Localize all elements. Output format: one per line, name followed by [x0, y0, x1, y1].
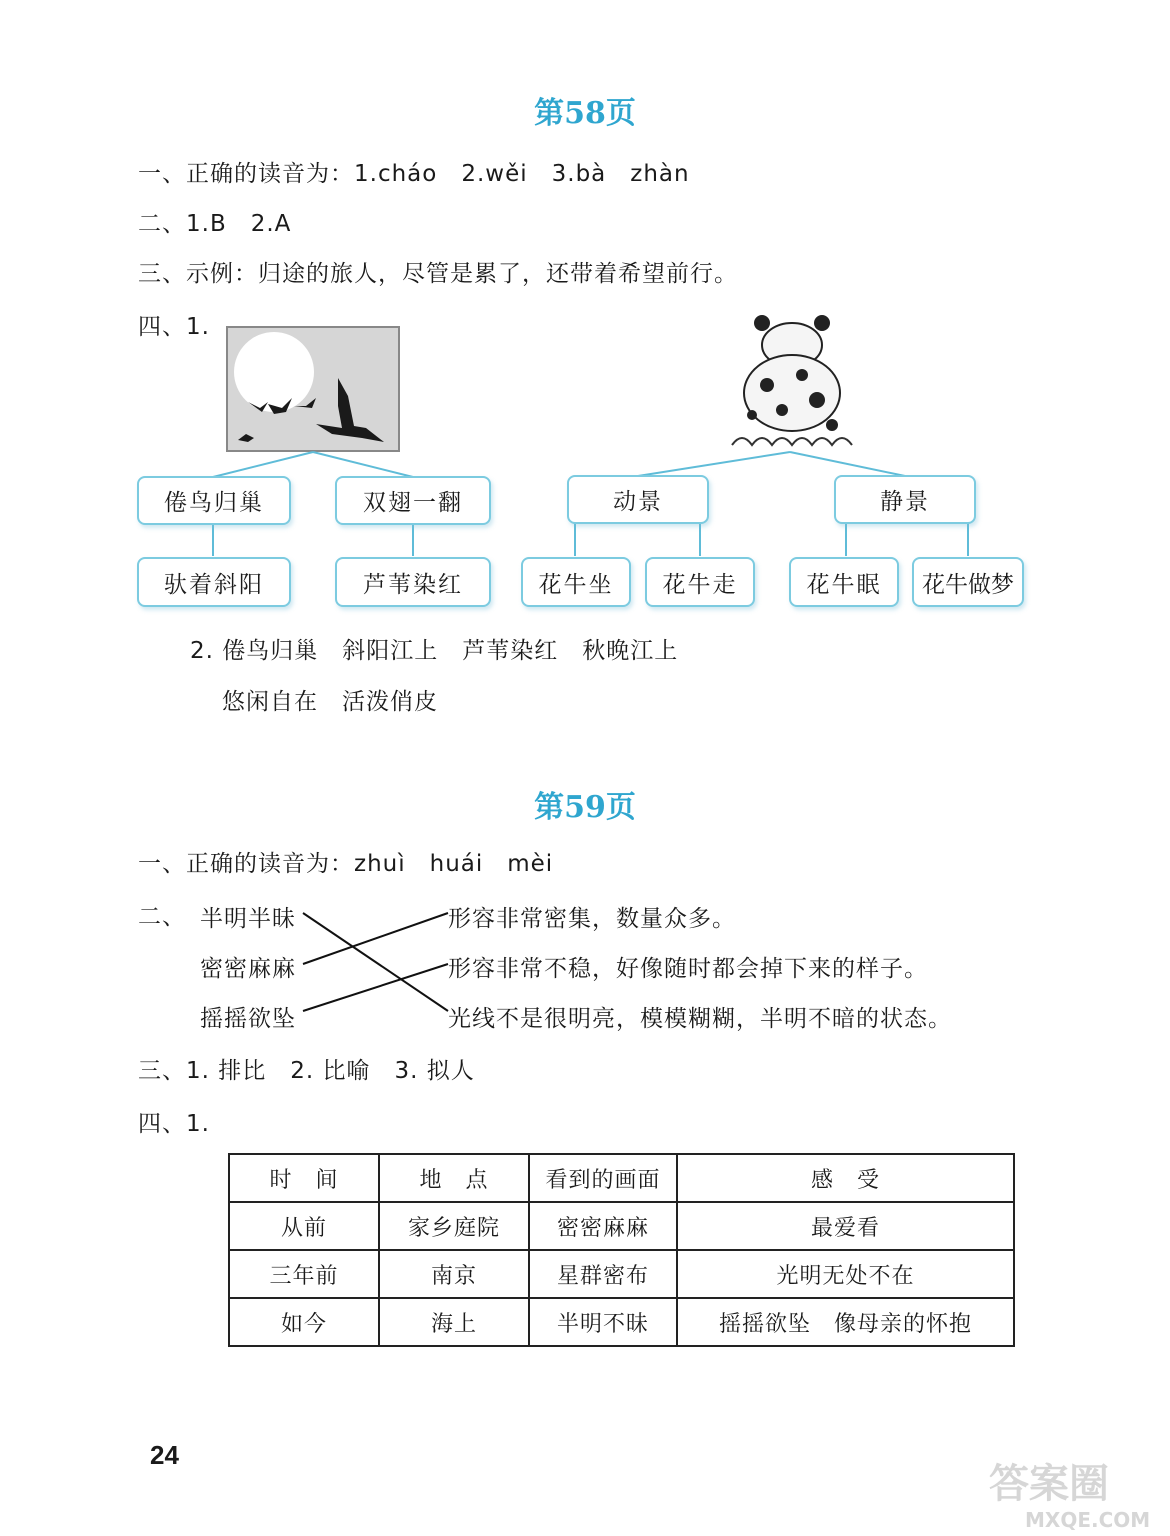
table-cell: 三年前 [229, 1250, 379, 1298]
box-left-top-1: 倦鸟归巢 [137, 476, 291, 525]
match-line [303, 964, 448, 1011]
page-59-heading: 第59页 [534, 790, 636, 825]
table-cell: 光明无处不在 [677, 1250, 1014, 1298]
page-number: 24 [150, 1440, 179, 1470]
table-cell: 最爱看 [677, 1202, 1014, 1250]
box-cow-sleep: 花牛眠 [789, 557, 899, 607]
p58-q2: 二、1.B 2.A [138, 211, 292, 237]
match-right-3: 光线不是很明亮，模模糊糊，半明不暗的状态。 [448, 1006, 952, 1032]
box-left-top-2: 双翅一翻 [335, 476, 491, 525]
match-left-3: 摇摇欲坠 [200, 1006, 296, 1032]
p59-q4-label: 四、1. [138, 1111, 210, 1137]
diagram-connectors [0, 0, 1170, 620]
table-header-cell: 地 点 [379, 1154, 529, 1202]
box-dynamic-scene: 动景 [567, 475, 709, 524]
watermark-text-bottom: MXQE.COM [1025, 1508, 1151, 1531]
p58-q4-2-line2: 悠闲自在 活泼俏皮 [222, 689, 438, 715]
box-left-bottom-2: 芦苇染红 [335, 557, 491, 607]
watermark-logo [985, 1455, 1160, 1531]
box-static-scene: 静景 [834, 475, 976, 524]
watermark-text-top: 答案圈 [989, 1461, 1109, 1507]
table-cell: 海上 [379, 1298, 529, 1346]
table-cell: 密密麻麻 [529, 1202, 677, 1250]
p58-q4-2-line1: 2. 倦鸟归巢 斜阳江上 芦苇染红 秋晚江上 [190, 638, 679, 664]
table-cell: 星群密布 [529, 1250, 677, 1298]
match-line [303, 913, 448, 964]
p59-q1: 一、正确的读音为：zhuì huái mèi [138, 851, 554, 877]
table-cell: 半明不昧 [529, 1298, 677, 1346]
match-right-1: 形容非常密集，数量众多。 [448, 906, 736, 932]
table-cell: 从前 [229, 1202, 379, 1250]
connector-line [790, 452, 905, 476]
table-header-cell: 时 间 [229, 1154, 379, 1202]
match-line [303, 913, 448, 1011]
match-left-1: 半明半昧 [200, 906, 296, 932]
box-cow-dream: 花牛做梦 [912, 557, 1024, 607]
table-row [229, 1298, 1014, 1346]
p58-q3: 三、示例：归途的旅人，尽管是累了，还带着希望前行。 [138, 261, 738, 287]
table-header-cell: 感 受 [677, 1154, 1014, 1202]
connector-line [313, 452, 413, 477]
connector-line [638, 452, 790, 476]
observation-table [228, 1153, 1015, 1347]
table-cell: 摇摇欲坠 像母亲的怀抱 [677, 1298, 1014, 1346]
table-row [229, 1250, 1014, 1298]
box-cow-sit: 花牛坐 [521, 557, 631, 607]
p58-q1: 一、正确的读音为：1.cháo 2.wěi 3.bà zhàn [138, 161, 690, 187]
p59-q2-label: 二、 [138, 904, 186, 930]
table-row [229, 1202, 1014, 1250]
box-left-bottom-1: 驮着斜阳 [137, 557, 291, 607]
connector-line [213, 452, 313, 477]
table-cell: 如今 [229, 1298, 379, 1346]
matching-lines [0, 880, 1170, 1040]
table-cell: 家乡庭院 [379, 1202, 529, 1250]
match-right-2: 形容非常不稳，好像随时都会掉下来的样子。 [448, 956, 928, 982]
p59-q3: 三、1. 排比 2. 比喻 3. 拟人 [138, 1058, 475, 1084]
p58-q4-label: 四、1. [138, 314, 210, 340]
table-cell: 南京 [379, 1250, 529, 1298]
table-header-cell: 看到的画面 [529, 1154, 677, 1202]
table-header-row [229, 1154, 1014, 1202]
box-cow-walk: 花牛走 [645, 557, 755, 607]
match-left-2: 密密麻麻 [200, 956, 296, 982]
page-58-heading: 第58页 [534, 96, 636, 131]
